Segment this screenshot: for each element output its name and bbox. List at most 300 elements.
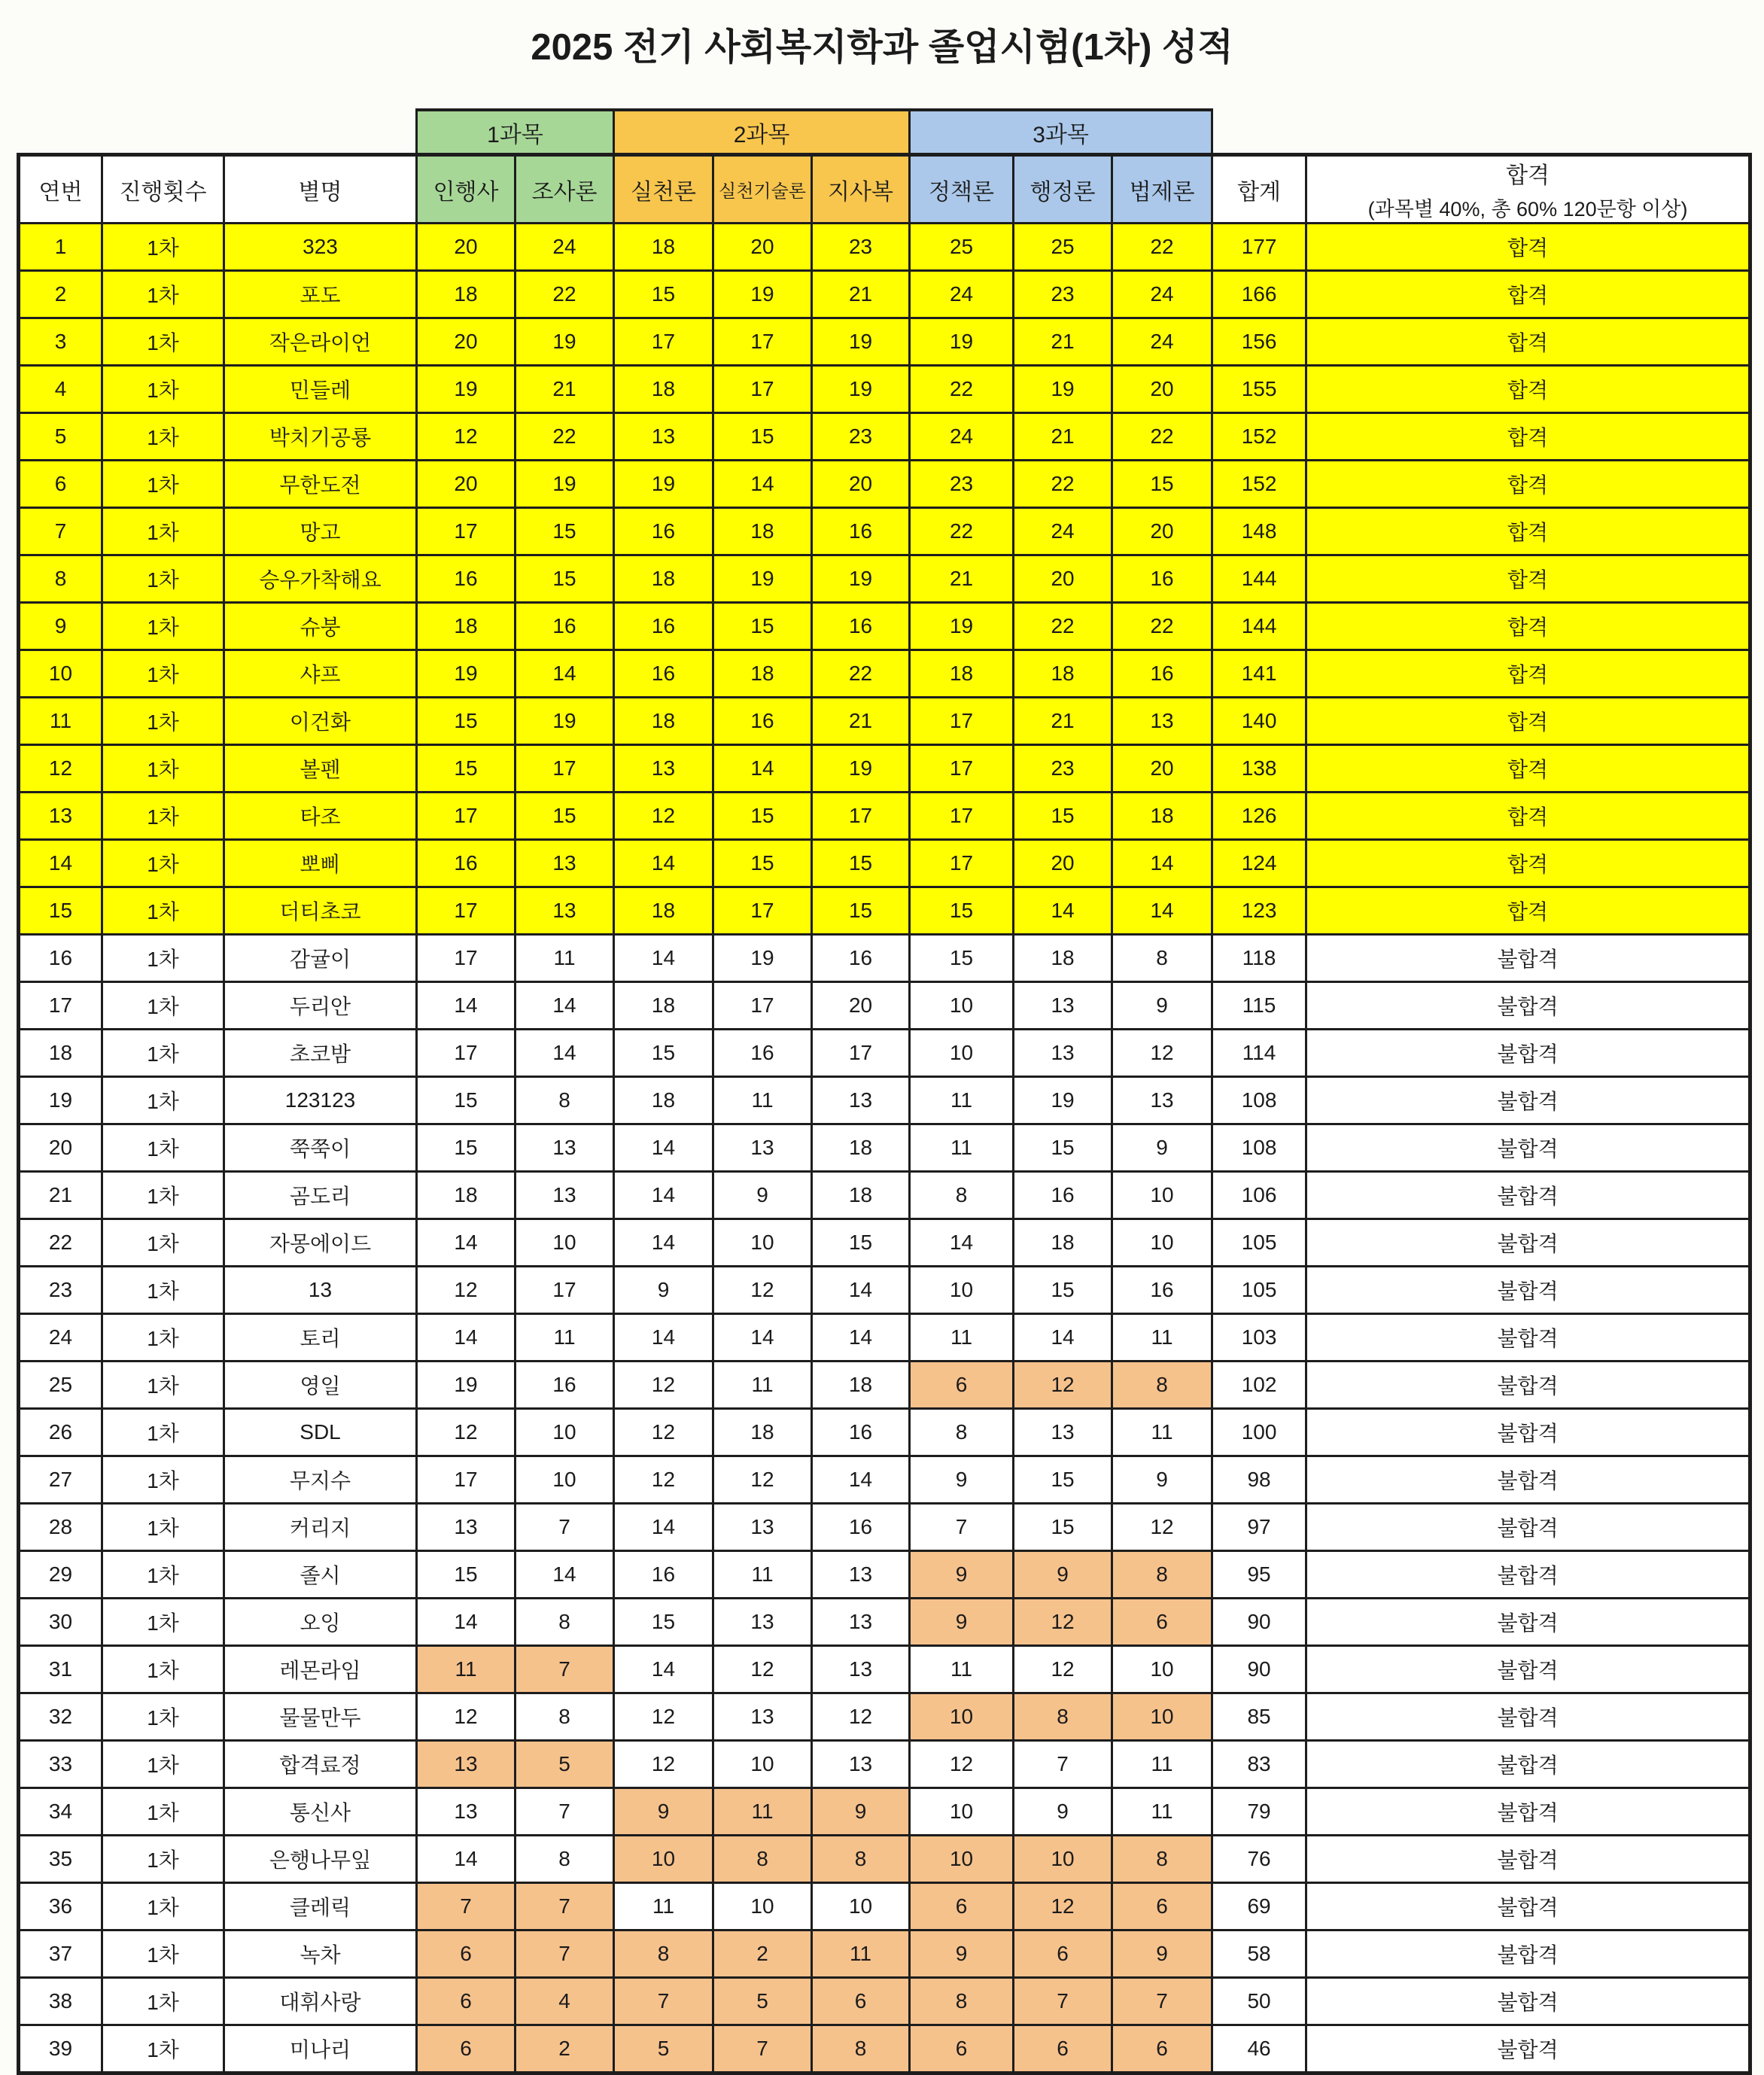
- header-subject: 조사론: [516, 155, 614, 224]
- score-cell: 8: [812, 1836, 910, 1883]
- table-row: [19, 366, 1750, 413]
- table-row: [19, 508, 1750, 555]
- score-cell: 19: [516, 461, 614, 508]
- score-cell: 13: [713, 1599, 812, 1646]
- score-cell: 19: [1014, 366, 1112, 413]
- result-cell: 불합격: [1306, 1788, 1750, 1836]
- table-row: [19, 1172, 1750, 1219]
- total-cell: 124: [1212, 840, 1306, 887]
- score-cell: 14: [713, 1314, 812, 1362]
- result-cell: 불합격: [1306, 1362, 1750, 1409]
- table-row: [19, 1646, 1750, 1693]
- total-cell: 155: [1212, 366, 1306, 413]
- score-cell: 9: [910, 1551, 1014, 1599]
- serial-cell: 36: [19, 1883, 102, 1930]
- score-cell: 21: [910, 555, 1014, 603]
- serial-cell: 25: [19, 1362, 102, 1409]
- score-cell: 22: [1112, 224, 1212, 271]
- score-cell: 21: [1014, 413, 1112, 461]
- score-cell: 14: [516, 650, 614, 698]
- subject-group-header: 1과목: [417, 110, 614, 155]
- result-cell: 불합격: [1306, 1741, 1750, 1788]
- total-cell: 85: [1212, 1693, 1306, 1741]
- result-cell: 불합격: [1306, 1456, 1750, 1504]
- result-cell: 불합격: [1306, 982, 1750, 1030]
- total-cell: 58: [1212, 1930, 1306, 1978]
- score-cell: 15: [614, 1599, 713, 1646]
- score-cell: 12: [417, 1409, 516, 1456]
- score-cell: 10: [910, 1030, 1014, 1077]
- score-cell: 21: [1014, 318, 1112, 366]
- total-cell: 156: [1212, 318, 1306, 366]
- serial-cell: 12: [19, 745, 102, 793]
- score-cell: 23: [1014, 271, 1112, 318]
- score-cell: 8: [614, 1930, 713, 1978]
- score-cell: 10: [516, 1456, 614, 1504]
- table-row: [19, 1030, 1750, 1077]
- score-cell: 15: [614, 1030, 713, 1077]
- score-cell: 14: [812, 1267, 910, 1314]
- score-cell: 12: [713, 1267, 812, 1314]
- attempt-cell: 1차: [102, 1362, 224, 1409]
- score-cell: 13: [516, 840, 614, 887]
- attempt-cell: 1차: [102, 1883, 224, 1930]
- score-cell: 11: [1112, 1314, 1212, 1362]
- score-cell: 10: [910, 982, 1014, 1030]
- attempt-cell: 1차: [102, 982, 224, 1030]
- score-cell: 10: [1112, 1693, 1212, 1741]
- header-subject: 지사복: [812, 155, 910, 224]
- score-cell: 17: [417, 793, 516, 840]
- total-cell: 76: [1212, 1836, 1306, 1883]
- nickname-cell: SDL: [224, 1409, 417, 1456]
- serial-cell: 20: [19, 1124, 102, 1172]
- result-cell: 불합격: [1306, 1267, 1750, 1314]
- result-cell: 불합격: [1306, 1836, 1750, 1883]
- serial-cell: 38: [19, 1978, 102, 2025]
- total-cell: 141: [1212, 650, 1306, 698]
- score-cell: 6: [910, 1883, 1014, 1930]
- score-cell: 17: [516, 745, 614, 793]
- score-cell: 8: [1112, 1551, 1212, 1599]
- serial-cell: 22: [19, 1219, 102, 1267]
- total-cell: 102: [1212, 1362, 1306, 1409]
- score-cell: 12: [713, 1646, 812, 1693]
- nickname-cell: 감귤이: [224, 935, 417, 982]
- total-cell: 118: [1212, 935, 1306, 982]
- attempt-cell: 1차: [102, 698, 224, 745]
- attempt-cell: 1차: [102, 1978, 224, 2025]
- score-cell: 9: [1014, 1788, 1112, 1836]
- nickname-cell: 승우가착해요: [224, 555, 417, 603]
- score-cell: 19: [713, 271, 812, 318]
- score-cell: 6: [417, 2025, 516, 2073]
- result-cell: 불합격: [1306, 1646, 1750, 1693]
- score-cell: 18: [417, 603, 516, 650]
- score-cell: 17: [910, 698, 1014, 745]
- result-cell: 합격: [1306, 508, 1750, 555]
- score-cell: 6: [1014, 1930, 1112, 1978]
- table-row: [19, 935, 1750, 982]
- score-cell: 24: [1112, 271, 1212, 318]
- attempt-cell: 1차: [102, 1124, 224, 1172]
- score-cell: 9: [1112, 982, 1212, 1030]
- score-cell: 15: [417, 698, 516, 745]
- table-row: [19, 1978, 1750, 2025]
- score-cell: 15: [910, 887, 1014, 935]
- score-cell: 15: [1112, 461, 1212, 508]
- nickname-cell: 민들레: [224, 366, 417, 413]
- score-cell: 12: [614, 1456, 713, 1504]
- score-cell: 22: [910, 508, 1014, 555]
- column-header-row: [19, 155, 1750, 224]
- score-cell: 11: [516, 935, 614, 982]
- score-cell: 15: [812, 1219, 910, 1267]
- result-cell: 불합격: [1306, 1030, 1750, 1077]
- table-row: [19, 650, 1750, 698]
- result-cell: 합격: [1306, 461, 1750, 508]
- score-cell: 16: [516, 603, 614, 650]
- score-cell: 14: [1112, 840, 1212, 887]
- serial-cell: 19: [19, 1077, 102, 1124]
- score-cell: 17: [417, 1456, 516, 1504]
- score-cell: 17: [417, 935, 516, 982]
- header-result-title: 합격: [1506, 163, 1550, 188]
- table-row: [19, 271, 1750, 318]
- attempt-cell: 1차: [102, 1030, 224, 1077]
- score-cell: 12: [1014, 1599, 1112, 1646]
- table-row: [19, 1456, 1750, 1504]
- nickname-cell: 곰도리: [224, 1172, 417, 1219]
- score-cell: 8: [1014, 1693, 1112, 1741]
- score-cell: 15: [516, 555, 614, 603]
- score-cell: 20: [1014, 840, 1112, 887]
- score-cell: 15: [1014, 1267, 1112, 1314]
- score-cell: 17: [713, 982, 812, 1030]
- score-cell: 5: [516, 1741, 614, 1788]
- nickname-cell: 뽀삐: [224, 840, 417, 887]
- score-cell: 11: [910, 1124, 1014, 1172]
- score-cell: 13: [417, 1504, 516, 1551]
- nickname-cell: 더티초코: [224, 887, 417, 935]
- nickname-cell: 물물만두: [224, 1693, 417, 1741]
- score-cell: 18: [1014, 1219, 1112, 1267]
- total-cell: 69: [1212, 1883, 1306, 1930]
- score-cell: 11: [1112, 1741, 1212, 1788]
- attempt-cell: 1차: [102, 1409, 224, 1456]
- score-cell: 18: [713, 508, 812, 555]
- score-cell: 15: [516, 508, 614, 555]
- score-cell: 15: [1014, 793, 1112, 840]
- score-cell: 13: [614, 413, 713, 461]
- score-cell: 13: [713, 1693, 812, 1741]
- score-cell: 6: [417, 1978, 516, 2025]
- score-cell: 18: [614, 887, 713, 935]
- score-cell: 14: [614, 1172, 713, 1219]
- score-cell: 16: [614, 508, 713, 555]
- nickname-cell: 대휘사랑: [224, 1978, 417, 2025]
- score-cell: 9: [614, 1788, 713, 1836]
- score-cell: 15: [516, 793, 614, 840]
- score-cell: 12: [417, 413, 516, 461]
- score-cell: 13: [713, 1504, 812, 1551]
- score-cell: 21: [812, 698, 910, 745]
- score-cell: 18: [910, 650, 1014, 698]
- serial-cell: 23: [19, 1267, 102, 1314]
- serial-cell: 17: [19, 982, 102, 1030]
- total-cell: 95: [1212, 1551, 1306, 1599]
- score-cell: 24: [516, 224, 614, 271]
- total-cell: 138: [1212, 745, 1306, 793]
- nickname-cell: 토리: [224, 1314, 417, 1362]
- table-row: [19, 224, 1750, 271]
- table-row: [19, 1314, 1750, 1362]
- nickname-cell: 합격료정: [224, 1741, 417, 1788]
- result-cell: 합격: [1306, 318, 1750, 366]
- score-cell: 8: [910, 1978, 1014, 2025]
- score-cell: 11: [812, 1930, 910, 1978]
- score-cell: 17: [910, 745, 1014, 793]
- score-cell: 18: [1014, 935, 1112, 982]
- total-cell: 108: [1212, 1077, 1306, 1124]
- score-cell: 19: [812, 555, 910, 603]
- score-cell: 8: [910, 1172, 1014, 1219]
- score-cell: 21: [812, 271, 910, 318]
- score-cell: 18: [1112, 793, 1212, 840]
- score-cell: 20: [812, 461, 910, 508]
- score-cell: 16: [417, 555, 516, 603]
- score-cell: 7: [417, 1883, 516, 1930]
- score-cell: 10: [910, 1836, 1014, 1883]
- attempt-cell: 1차: [102, 650, 224, 698]
- score-cell: 17: [417, 1030, 516, 1077]
- table-row: [19, 1930, 1750, 1978]
- score-cell: 12: [417, 1267, 516, 1314]
- header-total: 합계: [1212, 155, 1306, 224]
- nickname-cell: 두리안: [224, 982, 417, 1030]
- nickname-cell: 녹차: [224, 1930, 417, 1978]
- score-cell: 14: [516, 1551, 614, 1599]
- header-subject: 행정론: [1014, 155, 1112, 224]
- subject-group-header: 3과목: [910, 110, 1212, 155]
- score-cell: 16: [614, 603, 713, 650]
- score-cell: 14: [812, 1456, 910, 1504]
- serial-cell: 16: [19, 935, 102, 982]
- score-cell: 14: [614, 1314, 713, 1362]
- header-subject: 실천론: [614, 155, 713, 224]
- score-cell: 12: [910, 1741, 1014, 1788]
- attempt-cell: 1차: [102, 935, 224, 982]
- score-cell: 14: [417, 1314, 516, 1362]
- total-cell: 108: [1212, 1124, 1306, 1172]
- score-cell: 6: [1112, 2025, 1212, 2073]
- table-row: [19, 555, 1750, 603]
- score-cell: 11: [713, 1077, 812, 1124]
- attempt-cell: 1차: [102, 413, 224, 461]
- score-cell: 12: [1112, 1504, 1212, 1551]
- score-cell: 17: [910, 840, 1014, 887]
- score-cell: 16: [812, 935, 910, 982]
- score-cell: 15: [713, 840, 812, 887]
- score-cell: 12: [614, 1741, 713, 1788]
- score-cell: 14: [713, 461, 812, 508]
- result-cell: 합격: [1306, 793, 1750, 840]
- total-cell: 90: [1212, 1599, 1306, 1646]
- score-cell: 22: [812, 650, 910, 698]
- score-cell: 19: [516, 698, 614, 745]
- result-cell: 합격: [1306, 650, 1750, 698]
- score-cell: 12: [614, 1409, 713, 1456]
- result-cell: 합격: [1306, 271, 1750, 318]
- score-cell: 12: [812, 1693, 910, 1741]
- score-cell: 16: [614, 650, 713, 698]
- total-cell: 103: [1212, 1314, 1306, 1362]
- header-subject: 정책론: [910, 155, 1014, 224]
- table-row: [19, 2025, 1750, 2073]
- result-cell: 불합격: [1306, 1930, 1750, 1978]
- total-cell: 152: [1212, 461, 1306, 508]
- score-cell: 19: [910, 318, 1014, 366]
- serial-cell: 24: [19, 1314, 102, 1362]
- score-cell: 12: [417, 1693, 516, 1741]
- total-cell: 50: [1212, 1978, 1306, 2025]
- total-cell: 140: [1212, 698, 1306, 745]
- total-cell: 97: [1212, 1504, 1306, 1551]
- nickname-cell: 미나리: [224, 2025, 417, 2073]
- score-cell: 19: [812, 745, 910, 793]
- header-nickname: 별명: [224, 155, 417, 224]
- table-row: [19, 1836, 1750, 1883]
- total-cell: 98: [1212, 1456, 1306, 1504]
- score-cell: 14: [417, 982, 516, 1030]
- score-cell: 12: [713, 1456, 812, 1504]
- score-cell: 15: [713, 603, 812, 650]
- score-cell: 19: [910, 603, 1014, 650]
- result-cell: 불합격: [1306, 1693, 1750, 1741]
- attempt-cell: 1차: [102, 224, 224, 271]
- score-cell: 25: [1014, 224, 1112, 271]
- score-cell: 20: [812, 982, 910, 1030]
- score-cell: 20: [417, 461, 516, 508]
- score-cell: 17: [417, 887, 516, 935]
- total-cell: 123: [1212, 887, 1306, 935]
- serial-cell: 18: [19, 1030, 102, 1077]
- score-cell: 15: [417, 1551, 516, 1599]
- score-cell: 10: [910, 1693, 1014, 1741]
- nickname-cell: 초코밤: [224, 1030, 417, 1077]
- score-cell: 17: [516, 1267, 614, 1314]
- total-cell: 100: [1212, 1409, 1306, 1456]
- score-cell: 17: [713, 366, 812, 413]
- result-cell: 불합격: [1306, 1409, 1750, 1456]
- result-cell: 불합격: [1306, 1314, 1750, 1362]
- nickname-cell: 박치기공룡: [224, 413, 417, 461]
- score-cell: 24: [1112, 318, 1212, 366]
- serial-cell: 14: [19, 840, 102, 887]
- score-cell: 18: [812, 1124, 910, 1172]
- score-cell: 16: [812, 603, 910, 650]
- score-cell: 6: [1112, 1883, 1212, 1930]
- serial-cell: 9: [19, 603, 102, 650]
- score-cell: 7: [516, 1788, 614, 1836]
- score-cell: 17: [614, 318, 713, 366]
- score-cell: 8: [1112, 1362, 1212, 1409]
- score-cell: 11: [910, 1077, 1014, 1124]
- nickname-cell: 샤프: [224, 650, 417, 698]
- result-cell: 불합격: [1306, 1504, 1750, 1551]
- attempt-cell: 1차: [102, 1551, 224, 1599]
- score-cell: 8: [1112, 1836, 1212, 1883]
- score-cell: 20: [1112, 366, 1212, 413]
- serial-cell: 6: [19, 461, 102, 508]
- page-title: 2025 전기 사회복지학과 졸업시험(1차) 성적: [531, 27, 1233, 68]
- score-cell: 12: [614, 793, 713, 840]
- table-row: [19, 1741, 1750, 1788]
- table-row: [19, 887, 1750, 935]
- score-cell: 16: [713, 1030, 812, 1077]
- table-head: [19, 110, 1750, 224]
- total-cell: 126: [1212, 793, 1306, 840]
- score-cell: 11: [1112, 1409, 1212, 1456]
- subject-group-row: [19, 110, 1750, 155]
- score-cell: 12: [1014, 1646, 1112, 1693]
- table-row: [19, 698, 1750, 745]
- header-result-criteria: (과목별 40%, 총 60% 120문항 이상): [1367, 198, 1688, 221]
- score-cell: 10: [1112, 1172, 1212, 1219]
- nickname-cell: 영일: [224, 1362, 417, 1409]
- score-cell: 23: [910, 461, 1014, 508]
- total-cell: 148: [1212, 508, 1306, 555]
- score-cell: 19: [713, 935, 812, 982]
- score-cell: 13: [417, 1741, 516, 1788]
- result-cell: 합격: [1306, 887, 1750, 935]
- result-cell: 불합격: [1306, 1077, 1750, 1124]
- score-cell: 18: [417, 1172, 516, 1219]
- score-cell: 14: [417, 1219, 516, 1267]
- score-cell: 15: [1014, 1456, 1112, 1504]
- result-cell: 합격: [1306, 224, 1750, 271]
- serial-cell: 8: [19, 555, 102, 603]
- table-row: [19, 982, 1750, 1030]
- score-cell: 14: [614, 1219, 713, 1267]
- score-cell: 22: [1112, 413, 1212, 461]
- score-cell: 9: [910, 1599, 1014, 1646]
- score-cell: 5: [614, 2025, 713, 2073]
- score-cell: 15: [417, 1124, 516, 1172]
- score-cell: 22: [1014, 603, 1112, 650]
- result-cell: 합격: [1306, 840, 1750, 887]
- score-cell: 14: [516, 982, 614, 1030]
- score-cell: 6: [812, 1978, 910, 2025]
- table-body: [19, 224, 1750, 2073]
- score-cell: 11: [910, 1646, 1014, 1693]
- score-cell: 13: [812, 1077, 910, 1124]
- score-cell: 18: [614, 555, 713, 603]
- score-cell: 11: [910, 1314, 1014, 1362]
- score-cell: 20: [1112, 508, 1212, 555]
- nickname-cell: 타조: [224, 793, 417, 840]
- serial-cell: 21: [19, 1172, 102, 1219]
- table-row: [19, 1504, 1750, 1551]
- score-cell: 6: [1014, 2025, 1112, 2073]
- score-cell: 14: [1112, 887, 1212, 935]
- table-row: [19, 1362, 1750, 1409]
- score-cell: 20: [713, 224, 812, 271]
- score-cell: 7: [516, 1504, 614, 1551]
- score-cell: 16: [417, 840, 516, 887]
- score-cell: 15: [417, 745, 516, 793]
- score-cell: 10: [910, 1267, 1014, 1314]
